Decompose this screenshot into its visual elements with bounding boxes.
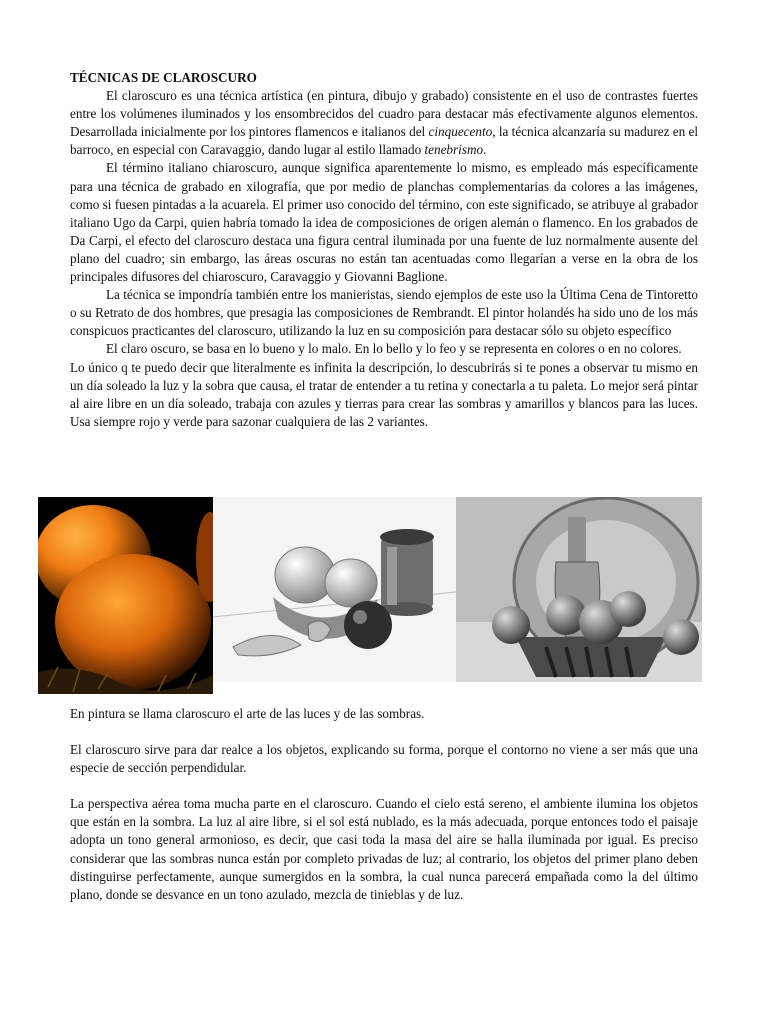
paragraph-definicion: En pintura se llama claroscuro el arte de las luces y de las sombras.	[70, 706, 425, 721]
paragraph-realce: El claroscuro sirve para dar realce a los objetos, explicando su forma, porque el contorno no viene a ser más que una especie de sección perpendidular.	[70, 742, 698, 776]
term-cinquecento: cinquecento	[428, 124, 493, 140]
charcoal-still-life-bottle-fruit-icon	[456, 497, 702, 682]
paragraph-intro: El claroscuro es una técnica artística (en pintura, dibujo y grabado) consistente en el uso de contrastes fuertes entre los volúmenes iluminados y los ensombrecidos del cuadro para destacar más efectivamente algunos elementos. Desarrollada inicialmente por los pintores flamencos e italianos del cinquecento, la técnica alcanzaría su madurez en el barroco, en especial con Caravaggio, dando lugar al estilo llamado tenebrismo.	[70, 88, 699, 158]
pencil-still-life-sketch-icon	[213, 497, 456, 682]
oranges-photo	[38, 497, 213, 694]
image-strip	[38, 497, 702, 697]
paragraph-chiaroscuro: El término italiano chiaroscuro, aunque significa aparentemente lo mismo, es empleado más específicamente para una técnica de grabado en xilografía, que por medio de planchas complementarias da colores a las imágenes, como si fuesen pintadas a la acuarela. El primer uso conocido del término, con este significado, se atribuye al grabador italiano Ugo da Carpi, quien habría tomado la idea de composiciones de origen alemán o flamenco. En los grabados de Da Carpi, el efecto del claroscuro destaca una figura central iluminada por una fuente de luz normalmente ausente del plano del cuadro; sin embargo, las áreas oscuras no están tan acentuadas como llegarían a verse en la obra de los principales difusores del chiaroscuro, Caravaggio y Giovanni Baglione.	[70, 160, 698, 285]
paragraph-perspectiva: La perspectiva aérea toma mucha parte en el claroscuro. Cuando el cielo está sereno, el ambiente ilumina los objetos que están en la sombra. La luz al aire libre, si el sol está nublado, es la más adecuada, porque entonces todo el paisaje adopta un tono general armonioso, es decir, que casi toda la masa del aire se halla iluminada por igual. Es preciso considerar que las sombras nunca están por completo privadas de luz; al contrario, los objetos del primer plano deben distinguirse perfectamente, aunque sumergidos en la sombra, la cual nunca parecerá empañada como la del último plano, donde se desvance en un tono azulado, mezcla de tinieblas y de luz.	[70, 796, 698, 902]
upper-text-section	[70, 69, 698, 431]
charcoal-still-life-image	[456, 497, 702, 682]
oranges-photo-icon	[38, 497, 213, 694]
term-tenebrismo: tenebrismo	[424, 142, 484, 158]
paragraph-bueno-malo: El claro oscuro, se basa en lo bueno y lo malo. En lo bello y lo feo y se representa en colores o en no colores.	[106, 341, 682, 357]
document-title: TÉCNICAS DE CLAROSCURO	[70, 70, 257, 85]
paragraph-manieristas: La técnica se impondría también entre los manieristas, siendo ejemplos de este uso la Última Cena de Tintoretto o su Retrato de dos hombres, que presagia las composiciones de Rembrandt. El pintor holandés ha sido uno de los más conspicuos practicantes del claroscuro, utilizando la luz en su composición para destacar sólo su objeto específico	[70, 287, 698, 339]
lower-text-section	[70, 705, 698, 904]
pencil-sketch-image	[213, 497, 456, 682]
paragraph-consejos: Lo único q te puedo decir que literalmente es infinita la descripción, lo descubrirás si te pones a observar tu mismo en un día soleado la luz y la sobra que causa, el tratar de entender a tu retina y conectarla a tu paleta. Lo mejor será pintar al aire libre en un día soleado, trabaja con azules y tierras para crear las sombras y amarillos y blancos para las luces. Usa siempre rojo y verde para sazonar cualquiera de las 2 variantes.	[70, 359, 698, 429]
